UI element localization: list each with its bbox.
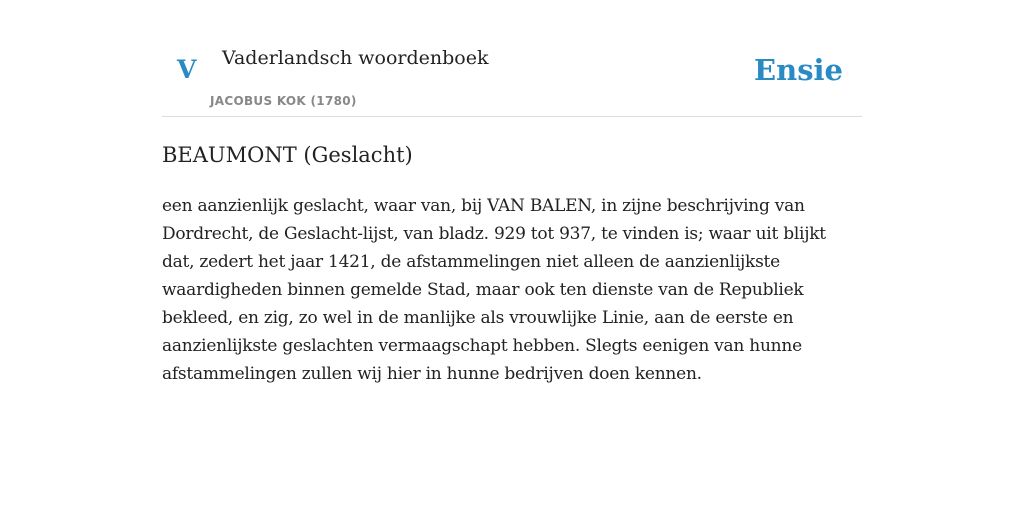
entry-line: afstammelingen zullen wij hier in hunne bedrijven doen kennen. <box>162 364 702 384</box>
entry-line: bekleed, en zig, zo wel in de manlijke als vrouwlijke Linie, aan de eerste en <box>162 308 794 328</box>
brand-logo[interactable]: Ensie <box>754 53 843 87</box>
book-title[interactable]: Vaderlandsch woordenboek <box>222 47 489 69</box>
entry-line: Dordrecht, de Geslacht-lijst, van bladz. 929 tot 937, te vinden is; waar uit blijkt <box>162 224 826 244</box>
author-label: JACOBUS KOK (1780) <box>210 94 357 108</box>
entry-title: BEAUMONT (Geslacht) <box>162 143 413 167</box>
book-letter-icon: V <box>177 55 197 84</box>
entry-body <box>162 192 862 388</box>
entry-line: aanzienlijkste geslachten vermaagschapt hebben. Slegts eenigen van hunne <box>162 336 802 356</box>
entry-line: een aanzienlijk geslacht, waar van, bij VAN BALEN, in zijne beschrijving van <box>162 196 805 216</box>
entry-line: dat, zedert het jaar 1421, de afstammelingen niet alleen de aanzienlijkste <box>162 252 780 272</box>
entry-line: waardigheden binnen gemelde Stad, maar ook ten dienste van de Republiek <box>162 280 804 300</box>
header <box>162 0 862 117</box>
